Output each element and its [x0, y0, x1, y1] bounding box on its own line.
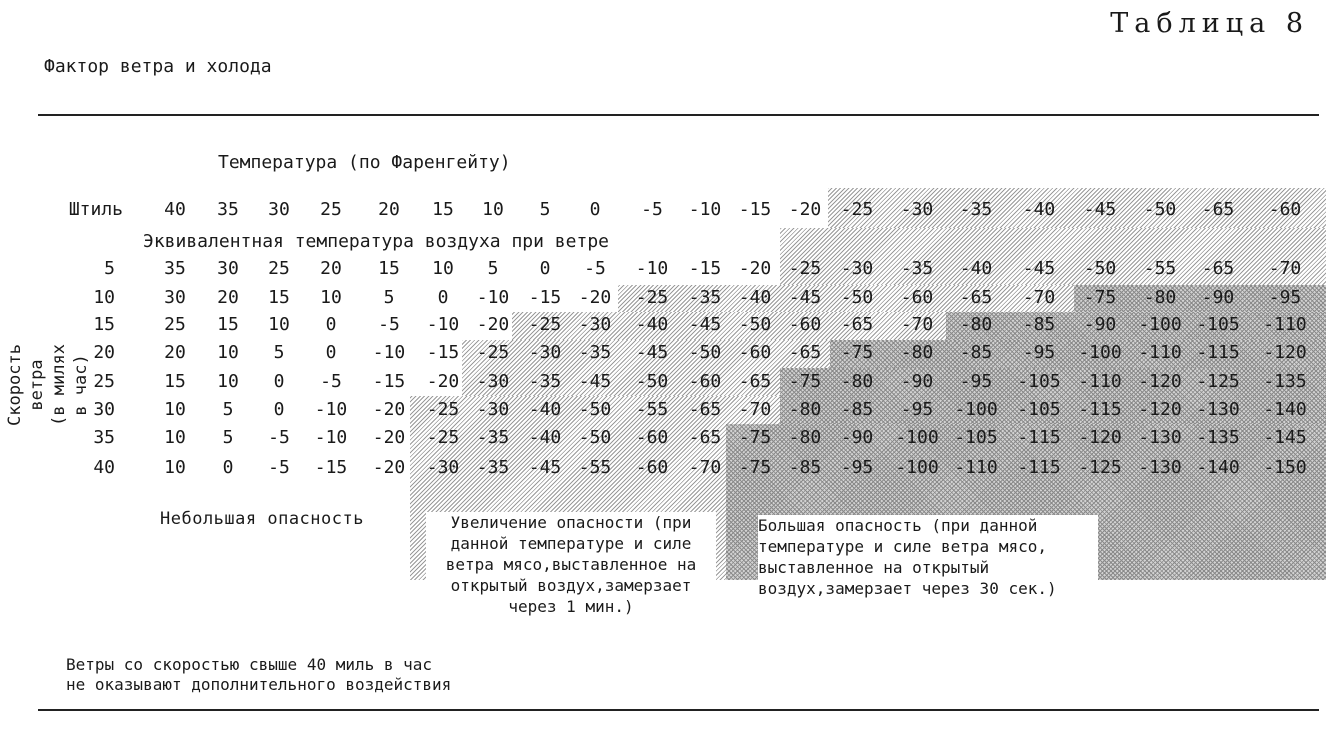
equivalent-temperature-cell: -5	[268, 427, 290, 448]
equivalent-temperature-cell: 35	[164, 258, 186, 279]
equivalent-temperature-cell: -10	[314, 427, 348, 448]
equivalent-temperature-cell: 10	[164, 457, 186, 478]
equivalent-temperature-cell: -20	[372, 457, 406, 478]
equivalent-temperature-cell: -45	[528, 457, 562, 478]
equivalent-temperature-cell: 15	[268, 287, 290, 308]
equivalent-temperature-cell: -20	[372, 399, 406, 420]
equivalent-temperature-cell: -55	[578, 457, 612, 478]
calm-temperature-cell: -30	[900, 199, 934, 220]
equivalent-temperature-cell: -15	[688, 258, 722, 279]
equivalent-temperature-cell: -5	[268, 457, 290, 478]
equivalent-temperature-cell: -75	[738, 457, 772, 478]
equivalent-temperature-cell: -45	[635, 342, 669, 363]
calm-row-label: Штиль	[68, 199, 123, 220]
equivalent-temperature-cell: -35	[476, 427, 510, 448]
equivalent-temperature-cell: -10	[426, 314, 460, 335]
calm-temperature-cell: -25	[840, 199, 874, 220]
wind-speed-row-label: 25	[93, 371, 115, 392]
equivalent-temperature-cell: -55	[635, 399, 669, 420]
equivalent-temperature-cell: -95	[900, 399, 934, 420]
equivalent-temperature-cell: 5	[273, 342, 285, 363]
equivalent-temperature-cell: -105	[954, 427, 998, 448]
equivalent-temperature-cell: -45	[788, 287, 822, 308]
equivalent-temperature-cell: -20	[372, 427, 406, 448]
calm-temperature-cell: -65	[1201, 199, 1235, 220]
equivalent-temperature-cell: -65	[788, 342, 822, 363]
equivalent-temperature-cell: -90	[840, 427, 874, 448]
equivalent-temperature-cell: -105	[1017, 371, 1061, 392]
equivalent-temperature-cell: 15	[378, 258, 400, 279]
equivalent-temperature-cell: -80	[900, 342, 934, 363]
equivalent-temperature-cell: -5	[320, 371, 342, 392]
wind-speed-row-label: 40	[93, 457, 115, 478]
equivalent-temperature-cell: -135	[1263, 371, 1307, 392]
equivalent-temperature-cell: -105	[1196, 314, 1240, 335]
equivalent-temperature-cell: -25	[426, 427, 460, 448]
equivalent-temperature-cell: -65	[959, 287, 993, 308]
equivalent-temperature-cell: -110	[1263, 314, 1307, 335]
equivalent-temperature-cell: -105	[1017, 399, 1061, 420]
equivalent-temperature-cell: -110	[954, 457, 998, 478]
equivalent-temperature-cell: -80	[788, 427, 822, 448]
calm-temperature-cell: 0	[589, 199, 601, 220]
equivalent-temperature-cell: -15	[528, 287, 562, 308]
equivalent-temperature-cell: -95	[840, 457, 874, 478]
top-rule	[38, 114, 1319, 116]
equivalent-temperature-cell: -15	[426, 342, 460, 363]
equivalent-temperature-cell: -10	[372, 342, 406, 363]
equivalent-temperature-cell: -70	[900, 314, 934, 335]
equivalent-temperature-cell: -60	[788, 314, 822, 335]
equivalent-temperature-cell: -90	[1083, 314, 1117, 335]
wind-speed-row-label: 20	[93, 342, 115, 363]
wind-speed-row-label: 30	[93, 399, 115, 420]
equivalent-temperature-cell: -35	[578, 342, 612, 363]
equivalent-temperature-cell: -80	[840, 371, 874, 392]
equivalent-temperature-cell: -65	[1201, 258, 1235, 279]
calm-temperature-cell: 20	[378, 199, 400, 220]
equivalent-temperature-cell: 5	[487, 258, 499, 279]
wind-speed-row-label: 5	[104, 258, 115, 279]
footnote: Ветры со скоростью свыше 40 миль в час не оказывают дополнительного воздействия	[66, 655, 452, 694]
equivalent-temperature-cell: -15	[314, 457, 348, 478]
equivalent-temperature-cell: 5	[383, 287, 395, 308]
equivalent-temperature-cell: 10	[268, 314, 290, 335]
calm-temperature-cell: 5	[539, 199, 551, 220]
legend-increasing-danger: Увеличение опасности (при данной температуре и силе ветра мясо,выставленное на открытый воздух,замерзает через 1 мин.)	[426, 512, 716, 617]
equivalent-temperature-cell: -40	[959, 258, 993, 279]
equivalent-temperature-cell: -65	[688, 427, 722, 448]
equivalent-temperature-cell: -35	[900, 258, 934, 279]
equivalent-temperature-cell: 15	[164, 371, 186, 392]
wind-speed-axis-text: Скорость ветра (в милях в час)	[5, 344, 92, 426]
equivalent-temperature-cell: -30	[840, 258, 874, 279]
calm-temperature-cell: -50	[1143, 199, 1177, 220]
equivalent-temperature-cell: -75	[738, 427, 772, 448]
equivalent-temperature-cell: -120	[1263, 342, 1307, 363]
equivalent-temperature-cell: 25	[164, 314, 186, 335]
equivalent-temperature-cell: 15	[217, 314, 239, 335]
equivalent-temperature-cell: -50	[840, 287, 874, 308]
equivalent-temperature-cell: -130	[1138, 457, 1182, 478]
equivalent-temperature-cell: -60	[688, 371, 722, 392]
equivalent-temperature-cell: 10	[320, 287, 342, 308]
equivalent-temperature-cell: -130	[1196, 399, 1240, 420]
equivalent-temperature-cell: -85	[788, 457, 822, 478]
equivalent-temperature-cell: -85	[1022, 314, 1056, 335]
calm-temperature-cell: -15	[738, 199, 772, 220]
equivalent-temperature-cell: -25	[788, 258, 822, 279]
equivalent-temperature-cell: -25	[635, 287, 669, 308]
equivalent-temperature-cell: 0	[273, 399, 285, 420]
equivalent-temperature-cell: -45	[578, 371, 612, 392]
equivalent-temperature-cell: -10	[476, 287, 510, 308]
equivalent-temperature-cell: -10	[635, 258, 669, 279]
wind-speed-row-label: 15	[93, 314, 115, 335]
equivalent-temperature-cell: -30	[476, 399, 510, 420]
equivalent-temperature-cell: 5	[222, 399, 234, 420]
legend-low-danger: Небольшая опасность	[160, 509, 364, 529]
equivalent-temperature-cell: -110	[1138, 342, 1182, 363]
equivalent-temperature-cell: -100	[895, 427, 939, 448]
equivalent-temperature-cell: 10	[217, 371, 239, 392]
equivalent-temperature-cell: -85	[959, 342, 993, 363]
equivalent-temperature-cell: -25	[426, 399, 460, 420]
equivalent-temperature-cell: -90	[1201, 287, 1235, 308]
equivalent-temperature-cell: -80	[1143, 287, 1177, 308]
equivalent-temperature-cell: -75	[1083, 287, 1117, 308]
equivalent-temperature-cell: -70	[738, 399, 772, 420]
equivalent-temperature-cell: 30	[164, 287, 186, 308]
equivalent-temperature-cell: -5	[584, 258, 606, 279]
equivalent-temperature-cell: 0	[325, 314, 337, 335]
equivalent-temperature-cell: 25	[268, 258, 290, 279]
equivalent-temperature-cell: 0	[539, 258, 551, 279]
bottom-rule	[38, 709, 1319, 711]
calm-temperature-cell: 15	[432, 199, 454, 220]
equivalent-temperature-cell: -135	[1196, 427, 1240, 448]
calm-temperature-cell: -45	[1083, 199, 1117, 220]
equivalent-temperature-cell: -30	[528, 342, 562, 363]
equivalent-temperature-cell: -100	[1078, 342, 1122, 363]
equivalent-temperature-cell: -50	[578, 399, 612, 420]
equivalent-temperature-cell: 30	[217, 258, 239, 279]
equivalent-temperature-cell: -30	[578, 314, 612, 335]
equivalent-temperature-cell: -90	[900, 371, 934, 392]
equivalent-temperature-cell: -20	[426, 371, 460, 392]
equivalent-temperature-cell: 10	[217, 342, 239, 363]
equivalent-temperature-cell: -65	[840, 314, 874, 335]
wind-speed-row-label: 10	[93, 287, 115, 308]
equivalent-temperature-cell: -115	[1078, 399, 1122, 420]
equivalent-temperature-cell: -125	[1078, 457, 1122, 478]
document-title: Фактор ветра и холода	[44, 56, 272, 77]
table-number: Таблица 8	[1110, 8, 1309, 39]
equivalent-temperature-cell: -40	[528, 399, 562, 420]
equivalent-temperature-cell: -35	[528, 371, 562, 392]
equivalent-temperature-cell: -25	[476, 342, 510, 363]
calm-temperature-cell: 10	[482, 199, 504, 220]
equivalent-temperature-cell: 20	[164, 342, 186, 363]
equivalent-temperature-cell: -75	[788, 371, 822, 392]
calm-temperature-cell: -40	[1022, 199, 1056, 220]
equivalent-temperature-cell: -120	[1138, 399, 1182, 420]
equivalent-temperature-cell: 0	[325, 342, 337, 363]
equivalent-temperature-cell: -60	[635, 457, 669, 478]
equivalent-temperature-cell: -35	[476, 457, 510, 478]
equivalent-temperature-cell: -70	[1022, 287, 1056, 308]
calm-temperature-cell: -5	[641, 199, 663, 220]
equivalent-temperature-cell: -125	[1196, 371, 1240, 392]
temperature-header: Температура (по Фаренгейту)	[218, 152, 511, 173]
equivalent-temperature-cell: -95	[959, 371, 993, 392]
equivalent-temperature-cell: -40	[635, 314, 669, 335]
equivalent-temperature-cell: -140	[1196, 457, 1240, 478]
equivalent-temperature-cell: -95	[1268, 287, 1302, 308]
equivalent-temperature-cell: -100	[1138, 314, 1182, 335]
equivalent-temperature-label: Эквивалентная температура воздуха при ветре	[143, 231, 609, 252]
calm-temperature-cell: -20	[788, 199, 822, 220]
equivalent-temperature-cell: -5	[378, 314, 400, 335]
equivalent-temperature-cell: -145	[1263, 427, 1307, 448]
equivalent-temperature-cell: -20	[476, 314, 510, 335]
equivalent-temperature-cell: -100	[895, 457, 939, 478]
equivalent-temperature-cell: -30	[476, 371, 510, 392]
equivalent-temperature-cell: 0	[222, 457, 234, 478]
calm-temperature-cell: -35	[959, 199, 993, 220]
equivalent-temperature-cell: 10	[164, 427, 186, 448]
equivalent-temperature-cell: -20	[578, 287, 612, 308]
equivalent-temperature-cell: -110	[1078, 371, 1122, 392]
equivalent-temperature-cell: 0	[437, 287, 449, 308]
equivalent-temperature-cell: -50	[578, 427, 612, 448]
equivalent-temperature-cell: 5	[222, 427, 234, 448]
equivalent-temperature-cell: -65	[738, 371, 772, 392]
equivalent-temperature-cell: 10	[164, 399, 186, 420]
equivalent-temperature-cell: -60	[900, 287, 934, 308]
equivalent-temperature-cell: -70	[1268, 258, 1302, 279]
equivalent-temperature-cell: -50	[1083, 258, 1117, 279]
equivalent-temperature-cell: -85	[840, 399, 874, 420]
legend-great-danger: Большая опасность (при данной температуре и силе ветра мясо, выставленное на открытый воздух,замерзает через 30 сек.)	[758, 515, 1098, 599]
equivalent-temperature-cell: 20	[320, 258, 342, 279]
equivalent-temperature-cell: -75	[840, 342, 874, 363]
wind-speed-row-label: 35	[93, 427, 115, 448]
equivalent-temperature-cell: 10	[432, 258, 454, 279]
calm-temperature-cell: 25	[320, 199, 342, 220]
equivalent-temperature-cell: -50	[688, 342, 722, 363]
equivalent-temperature-cell: -30	[426, 457, 460, 478]
equivalent-temperature-cell: -45	[1022, 258, 1056, 279]
calm-temperature-cell: 40	[164, 199, 186, 220]
calm-temperature-cell: -10	[688, 199, 722, 220]
equivalent-temperature-cell: -70	[688, 457, 722, 478]
equivalent-temperature-cell: -35	[688, 287, 722, 308]
equivalent-temperature-cell: -95	[1022, 342, 1056, 363]
equivalent-temperature-cell: -100	[954, 399, 998, 420]
equivalent-temperature-cell: -115	[1017, 427, 1061, 448]
equivalent-temperature-cell: -150	[1263, 457, 1307, 478]
equivalent-temperature-cell: -45	[688, 314, 722, 335]
equivalent-temperature-cell: -55	[1143, 258, 1177, 279]
equivalent-temperature-cell: -50	[738, 314, 772, 335]
calm-temperature-cell: 35	[217, 199, 239, 220]
equivalent-temperature-cell: -115	[1196, 342, 1240, 363]
equivalent-temperature-cell: -60	[635, 427, 669, 448]
equivalent-temperature-cell: -120	[1078, 427, 1122, 448]
equivalent-temperature-cell: -40	[528, 427, 562, 448]
equivalent-temperature-cell: -10	[314, 399, 348, 420]
equivalent-temperature-cell: -25	[528, 314, 562, 335]
equivalent-temperature-cell: -50	[635, 371, 669, 392]
calm-temperature-cell: -60	[1268, 199, 1302, 220]
equivalent-temperature-cell: -15	[372, 371, 406, 392]
equivalent-temperature-cell: -80	[788, 399, 822, 420]
equivalent-temperature-cell: -130	[1138, 427, 1182, 448]
equivalent-temperature-cell: -140	[1263, 399, 1307, 420]
equivalent-temperature-cell: -120	[1138, 371, 1182, 392]
equivalent-temperature-cell: -80	[959, 314, 993, 335]
equivalent-temperature-cell: -40	[738, 287, 772, 308]
equivalent-temperature-cell: -65	[688, 399, 722, 420]
equivalent-temperature-cell: -115	[1017, 457, 1061, 478]
equivalent-temperature-cell: -20	[738, 258, 772, 279]
equivalent-temperature-cell: -60	[738, 342, 772, 363]
equivalent-temperature-cell: 20	[217, 287, 239, 308]
calm-temperature-cell: 30	[268, 199, 290, 220]
equivalent-temperature-cell: 0	[273, 371, 285, 392]
